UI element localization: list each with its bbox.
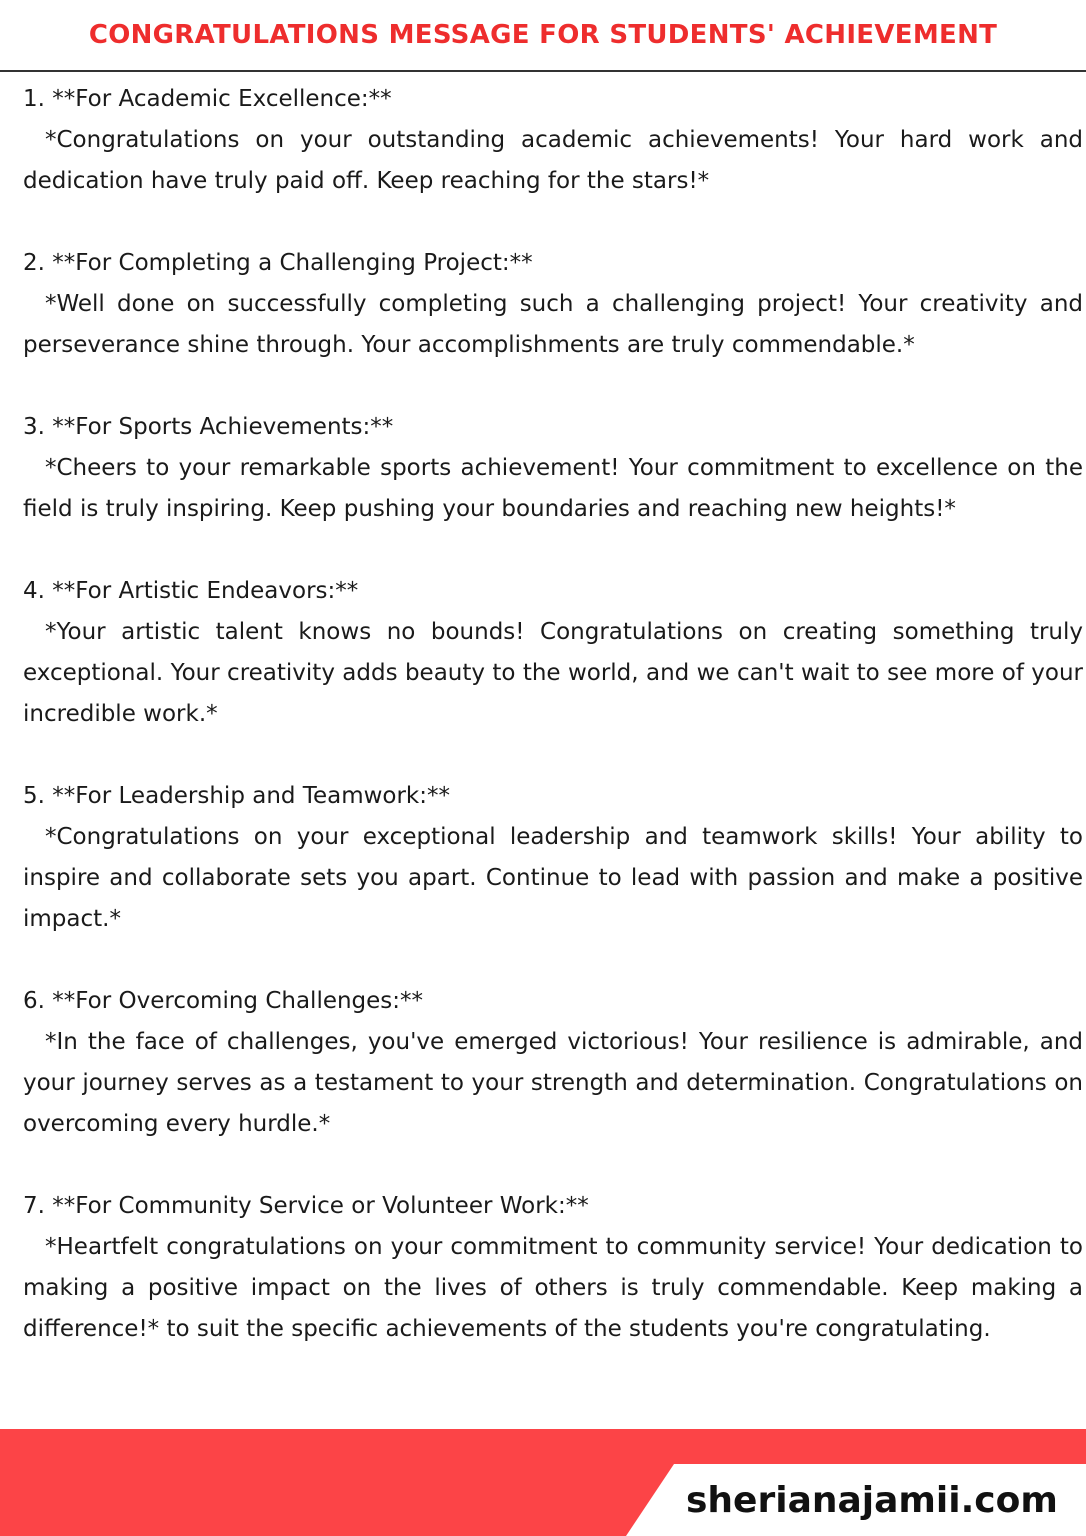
list-item [23, 776, 1083, 940]
list-item [23, 407, 1083, 530]
item-heading: 2. **For Completing a Challenging Project:** [23, 250, 533, 276]
item-heading: 7. **For Community Service or Volunteer Work:** [23, 1193, 589, 1219]
message-list [23, 79, 1083, 1350]
list-item [23, 571, 1083, 735]
list-item [23, 1186, 1083, 1350]
item-body: *Heartfelt congratulations on your commitment to community service! Your dedication to making a positive impact on the lives of others is truly commendable. Keep making a difference!* to suit the specific achievements of the students you're congratulating. [23, 1234, 1083, 1342]
list-item [23, 243, 1083, 366]
item-body: *In the face of challenges, you've emerged victorious! Your resilience is admirable, and your journey serves as a testament to your strength and determination. Congratulations on overcoming every hurdle.* [23, 1029, 1083, 1137]
item-body: *Well done on successfully completing such a challenging project! Your creativity and perseverance shine through. Your accomplishments are truly commendable.* [23, 291, 1083, 358]
page-title: CONGRATULATIONS MESSAGE FOR STUDENTS' ACHIEVEMENT [88, 20, 998, 50]
item-body: *Cheers to your remarkable sports achievement! Your commitment to excellence on the field is truly inspiring. Keep pushing your boundaries and reaching new heights!* [23, 455, 1083, 522]
item-body: *Congratulations on your exceptional leadership and teamwork skills! Your ability to inspire and collaborate sets you apart. Continue to lead with passion and make a positive impact.* [23, 824, 1083, 932]
item-heading: 5. **For Leadership and Teamwork:** [23, 783, 451, 809]
item-body: *Congratulations on your outstanding academic achievements! Your hard work and dedication have truly paid off. Keep reaching for the stars!* [23, 127, 1083, 194]
item-heading: 6. **For Overcoming Challenges:** [23, 988, 424, 1014]
list-item [23, 79, 1083, 202]
list-item [23, 981, 1083, 1145]
item-heading: 3. **For Sports Achievements:** [23, 414, 394, 440]
item-heading: 1. **For Academic Excellence:** [23, 86, 392, 112]
item-heading: 4. **For Artistic Endeavors:** [23, 578, 359, 604]
title-bar [0, 0, 1086, 72]
site-name: sherianajamii.com [686, 1479, 1058, 1521]
item-body: *Your artistic talent knows no bounds! Congratulations on creating something truly exceptional. Your creativity adds beauty to the world, and we can't wait to see more of your incredible work.* [23, 619, 1083, 727]
